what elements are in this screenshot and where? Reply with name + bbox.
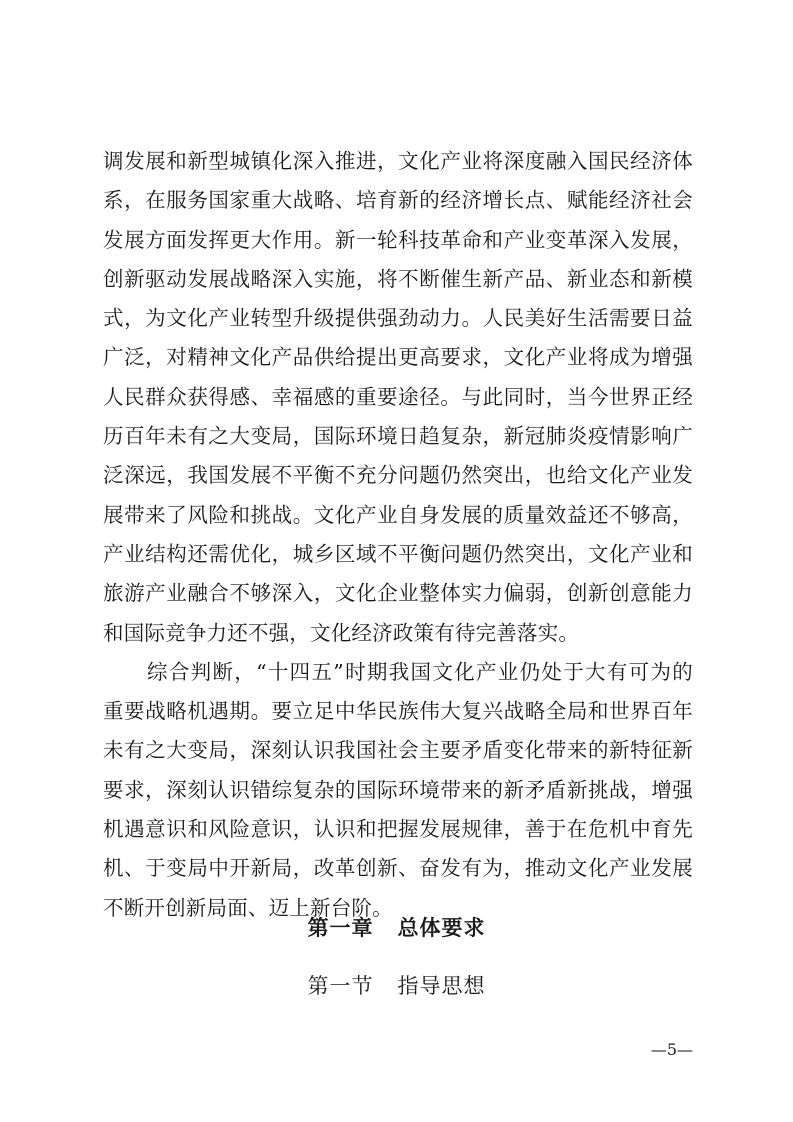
paragraph-1-line-11: 产业结构还需优化，城乡区域不平衡问题仍然突出，文化产业和 — [103, 541, 693, 566]
paragraph-2-line-5: 机遇意识和风险意识，认识和把握发展规律，善于在危机中育先 — [103, 817, 693, 842]
page-number: —5— — [650, 1040, 693, 1059]
paragraph-2-line-2: 重要战略机遇期。要立足中华民族伟大复兴战略全局和世界百年 — [103, 699, 693, 724]
paragraph-1-line-9: 泛深远，我国发展不平衡不充分问题仍然突出，也给文化产业发 — [103, 463, 693, 488]
paragraph-2-line-4: 要求，深刻认识错综复杂的国际环境带来的新矛盾新挑战，增强 — [103, 777, 693, 802]
paragraph-1-line-12: 旅游产业融合不够深入，文化企业整体实力偏弱，创新创意能力 — [103, 581, 693, 606]
paragraph-1-line-1: 调发展和新型城镇化深入推进，文化产业将深度融入国民经济体 — [103, 149, 693, 173]
section-title: 指导思想 — [397, 974, 486, 998]
paragraph-2-line-3: 未有之大变局，深刻认识我国社会主要矛盾变化带来的新特征新 — [103, 738, 693, 763]
chapter-number: 第一章 — [307, 916, 374, 940]
paragraph-1-line-7: 人民群众获得感、幸福感的重要途径。与此同时，当今世界正经 — [103, 384, 693, 409]
paragraph-1-line-3: 发展方面发挥更大作用。新一轮科技革命和产业变革深入发展， — [103, 227, 693, 252]
paragraph-2-line-1: 综合判断，“十四五”时期我国文化产业仍处于大有可为的 — [147, 659, 693, 684]
section-heading — [0, 970, 793, 1000]
paragraph-1-line-4: 创新驱动发展战略深入实施，将不断催生新产品、新业态和新模 — [103, 266, 693, 291]
paragraph-1-line-13: 和国际竞争力还不强，文化经济政策有待完善落实。 — [103, 620, 580, 645]
paragraph-1-line-5: 式，为文化产业转型升级提供强劲动力。人民美好生活需要日益 — [103, 306, 693, 331]
section-number: 第一节 — [307, 974, 374, 998]
paragraph-1-line-10: 展带来了风险和挑战。文化产业自身发展的质量效益还不够高， — [103, 502, 693, 527]
body-text — [103, 142, 693, 928]
paragraph-1-line-2: 系，在服务国家重大战略、培育新的经济增长点、赋能经济社会 — [103, 188, 693, 213]
paragraph-1-line-8: 历百年未有之大变局，国际环境日趋复杂，新冠肺炎疫情影响广 — [103, 424, 693, 449]
paragraph-2-line-6: 机、于变局中开新局，改革创新、奋发有为，推动文化产业发展 — [103, 856, 693, 881]
chapter-heading — [0, 912, 793, 942]
chapter-title: 总体要求 — [397, 916, 486, 940]
paragraph-2-line-7: 不断开创新局面、迈上新台阶。 — [103, 895, 393, 920]
paragraph-1-line-6: 广泛，对精神文化产品供给提出更高要求，文化产业将成为增强 — [103, 345, 693, 370]
